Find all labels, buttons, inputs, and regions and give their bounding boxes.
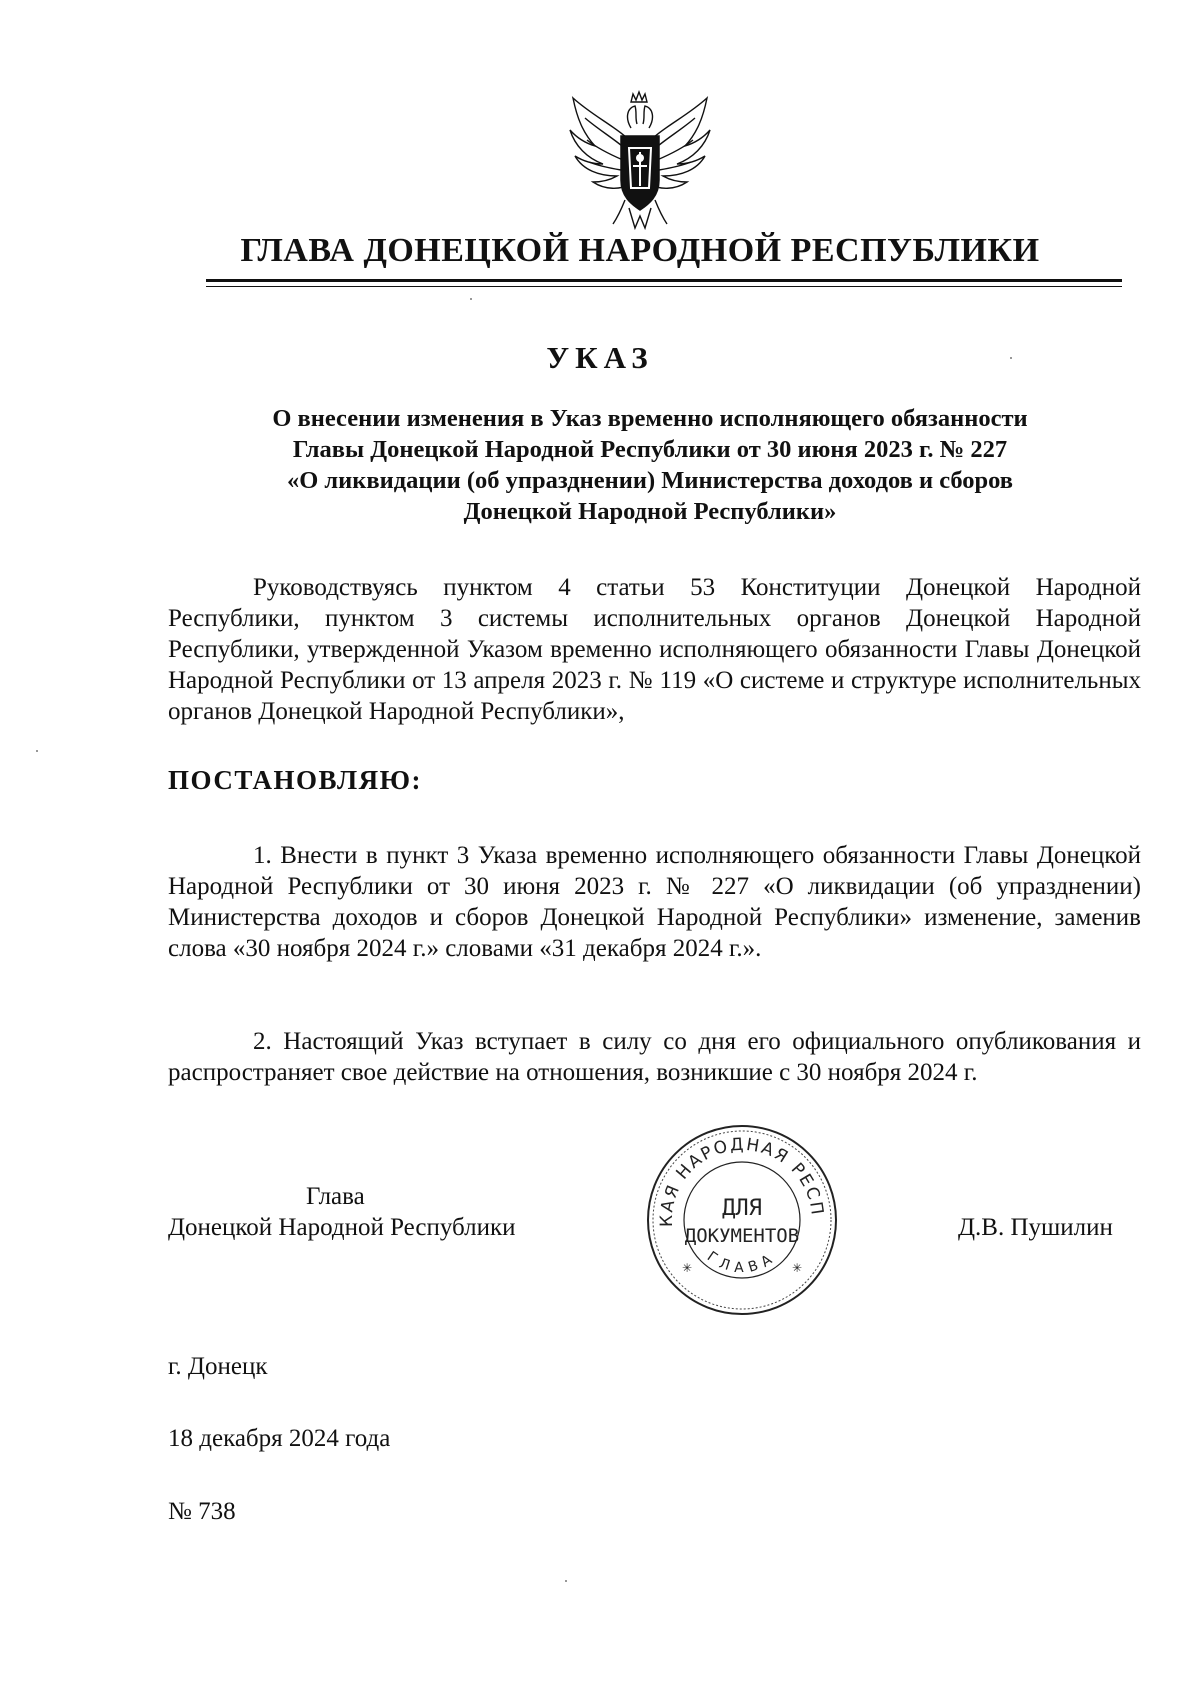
seal-ring-text: КАЯ НАРОДНАЯ РЕСП bbox=[656, 1134, 828, 1227]
scan-speck bbox=[36, 750, 38, 752]
subject-line: О внесении изменения в Указ временно исполняющего обязанности bbox=[272, 405, 1028, 432]
document-type-title: УКАЗ bbox=[546, 340, 654, 375]
decree-number: № 738 bbox=[168, 1498, 236, 1525]
decree-item-1: 1. Внести в пункт 3 Указа временно исполняющего обязанности Главы Донецкой Народной Республики от 30 июня 2023 г. № 227 «О ликвидации (об упразднении) Министерства доходов и сборов Донецкой Народной Республики» изменение, заменив слова «30 ноября 2024 г.» словами «31 декабря 2024 г.». bbox=[168, 842, 1141, 962]
coat-of-arms-emblem bbox=[565, 88, 715, 238]
subject-line: «О ликвидации (об упразднении) Министерства доходов и сборов bbox=[286, 467, 1014, 494]
decree-item-2: 2. Настоящий Указ вступает в силу со дня его официального опубликования и распространяет свое действие на отношения, возникшие с 30 ноября 2024 г. bbox=[168, 1028, 1141, 1086]
signatory-position-line2: Донецкой Народной Республики bbox=[168, 1214, 516, 1241]
header-rule-thick bbox=[206, 279, 1122, 282]
issuing-authority-title: ГЛАВА ДОНЕЦКОЙ НАРОДНОЙ РЕСПУБЛИКИ bbox=[240, 232, 1040, 269]
issue-city: г. Донецк bbox=[168, 1353, 268, 1380]
header-rule-thin bbox=[206, 286, 1122, 287]
resolve-heading: ПОСТАНОВЛЯЮ: bbox=[168, 765, 422, 795]
official-seal-stamp bbox=[642, 1120, 842, 1320]
signatory-name: Д.В. Пушилин bbox=[958, 1214, 1113, 1241]
document-subject bbox=[165, 403, 1135, 527]
scan-speck bbox=[1010, 357, 1012, 359]
svg-text:✳: ✳ bbox=[682, 1261, 693, 1275]
scan-speck bbox=[470, 298, 472, 300]
subject-line: Главы Донецкой Народной Республики от 30 июня 2023 г. № 227 bbox=[292, 436, 1008, 463]
scan-speck bbox=[565, 1580, 567, 1582]
seal-center-line1: ДЛЯ bbox=[722, 1196, 762, 1221]
signatory-position-line1: Глава bbox=[306, 1183, 365, 1210]
issue-date: 18 декабря 2024 года bbox=[168, 1425, 391, 1452]
seal-center-line2: ДОКУМЕНТОВ bbox=[684, 1225, 800, 1247]
svg-text:✳: ✳ bbox=[792, 1261, 803, 1275]
preamble-paragraph: Руководствуясь пунктом 4 статьи 53 Конституции Донецкой Народной Республики, пунктом 3 системы исполнительных органов Донецкой Народной Республики, утвержденной Указом временно исполняющего обязанности Главы Донецкой Народной Республики от 13 апреля 2023 г. № 119 «О системе и структуре исполнительных органов Донецкой Народной Республики», bbox=[168, 574, 1141, 725]
seal-bottom-text: ГЛАВА bbox=[703, 1248, 781, 1277]
subject-line: Донецкой Народной Республики» bbox=[463, 498, 837, 525]
